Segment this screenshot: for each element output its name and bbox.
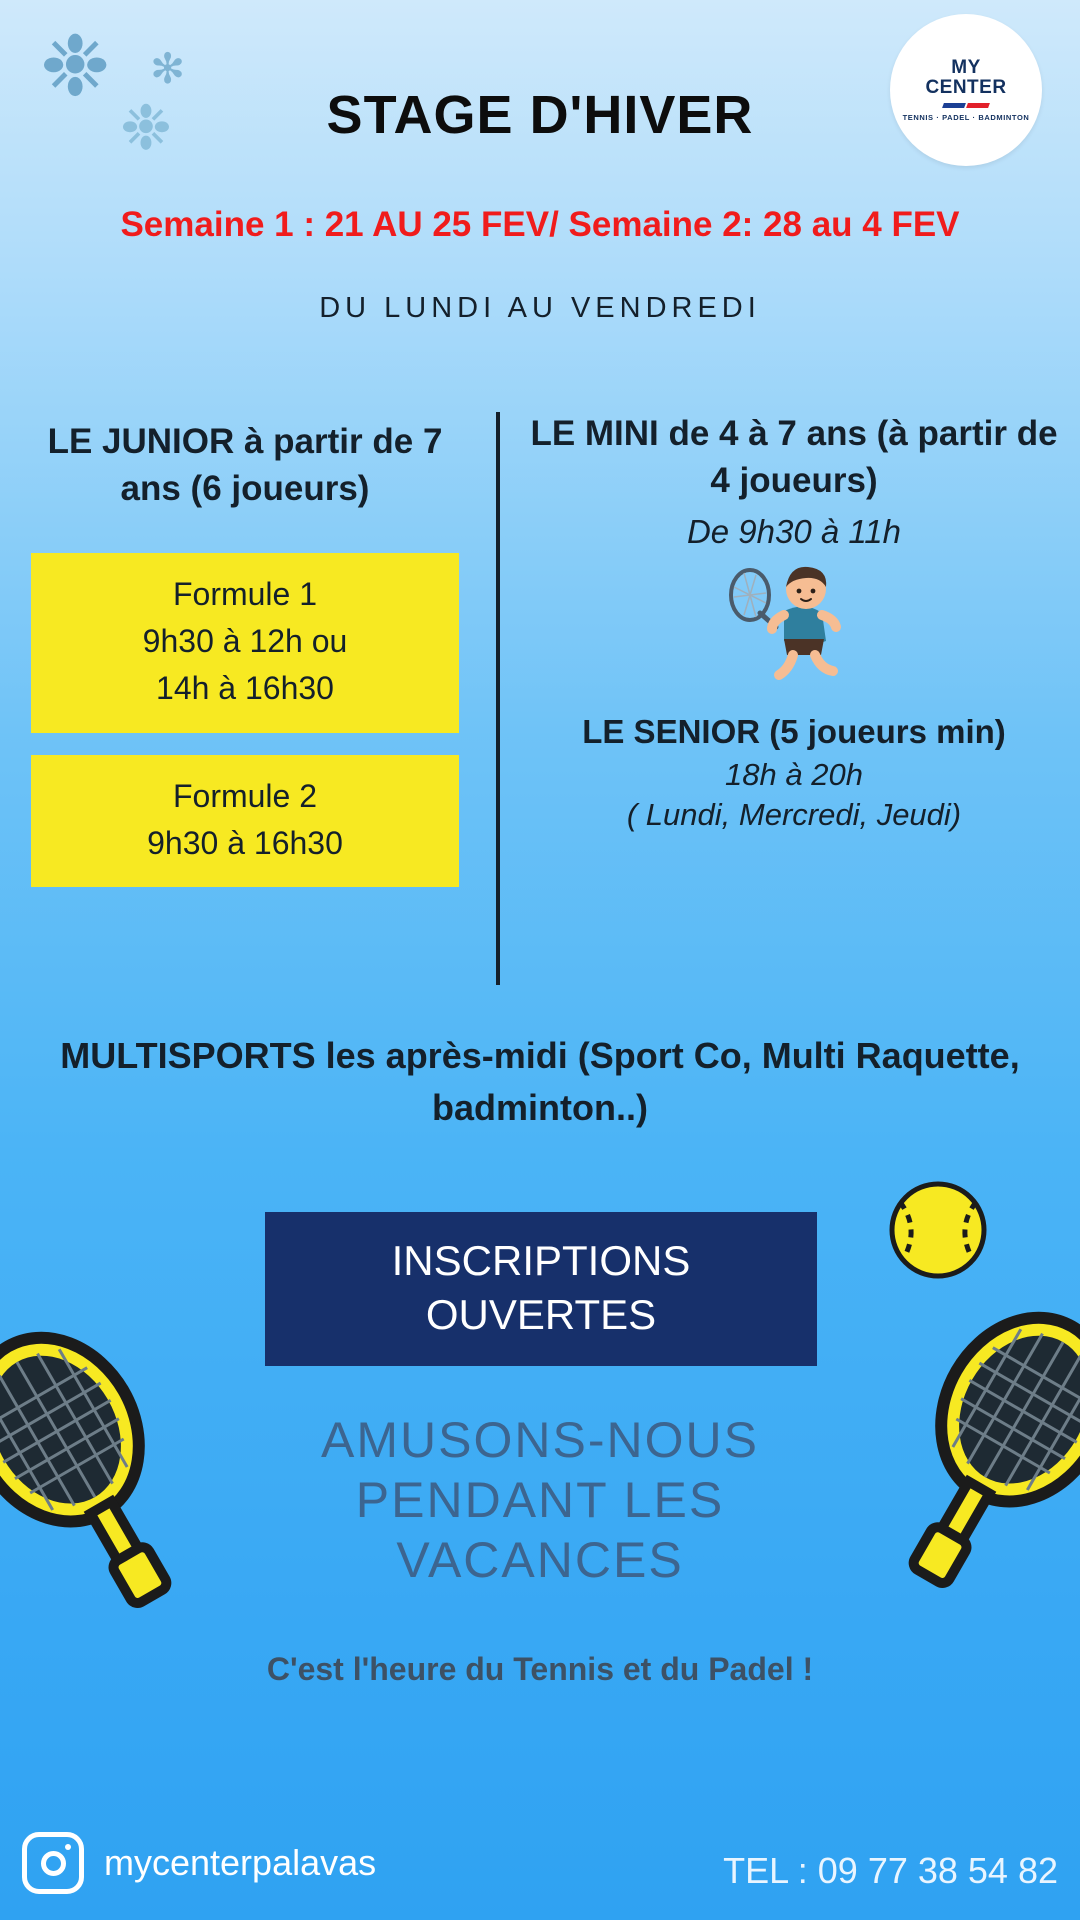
formula-card-2 [31, 755, 459, 888]
slogan-line-1: AMUSONS-NOUS [321, 1412, 759, 1468]
slogan-line-3: VACANCES [396, 1532, 684, 1588]
tennis-kid-icon [714, 561, 874, 691]
formula-1-line2: 14h à 16h30 [156, 670, 334, 707]
slogan-line-2: PENDANT LES [355, 1472, 725, 1528]
senior-days: ( Lundi, Mercredi, Jeudi) [626, 796, 962, 832]
senior-time: 18h à 20h [725, 756, 863, 792]
instagram-handle-text: mycenterpalavas [104, 1842, 377, 1883]
logo-line-my: MY [951, 57, 981, 79]
junior-section [10, 418, 480, 887]
tennis-ball-icon [888, 1180, 988, 1285]
multisports-note: MULTISPORTS les après-midi (Sport Co, Multi Raquette, badminton..) [60, 1035, 1020, 1129]
inscriptions-line-2: OUVERTES [425, 1290, 657, 1338]
inscriptions-line-1: INSCRIPTIONS [391, 1237, 691, 1284]
logo-line-center: CENTER [925, 77, 1007, 98]
slogan-block [0, 1410, 1080, 1590]
senior-heading: LE SENIOR (5 joueurs min) [582, 712, 1006, 750]
snowflake-icon-small: ✻ [150, 45, 186, 92]
junior-heading: LE JUNIOR à partir de 7 ans (6 joueurs) [47, 422, 443, 509]
inscriptions-banner[interactable] [265, 1212, 817, 1366]
mini-heading: LE MINI de 4 à 7 ans (à partir de 4 joueurs) [530, 414, 1058, 501]
mini-time: De 9h30 à 11h [686, 512, 902, 550]
column-divider [496, 412, 500, 985]
formula-card-1 [31, 553, 459, 733]
mini-senior-section [520, 410, 1068, 833]
logo-subtitle: TENNIS · PADEL · BADMINTON [902, 112, 1030, 122]
snowflake-icon-medium: ❉ [120, 94, 172, 163]
social-handle[interactable] [22, 1832, 376, 1894]
formula-2-name: Formule 2 [172, 777, 318, 814]
formula-1-name: Formule 1 [172, 575, 318, 612]
weeks-subtitle: Semaine 1 : 21 AU 25 FEV/ Semaine 2: 28 au 4 FEV [120, 205, 960, 244]
instagram-icon [22, 1832, 84, 1894]
snowflake-icon-large: ❉ [40, 19, 111, 113]
page-title: STAGE D'HIVER [326, 85, 754, 145]
weekdays-label: DU LUNDI AU VENDREDI [319, 292, 761, 324]
formula-2-line1: 9h30 à 16h30 [147, 824, 343, 861]
formula-1-line1: 9h30 à 12h ou [142, 622, 348, 659]
phone-number: TEL : 09 77 38 54 82 [723, 1850, 1058, 1891]
tagline: C'est l'heure du Tennis et du Padel ! [266, 1651, 814, 1687]
